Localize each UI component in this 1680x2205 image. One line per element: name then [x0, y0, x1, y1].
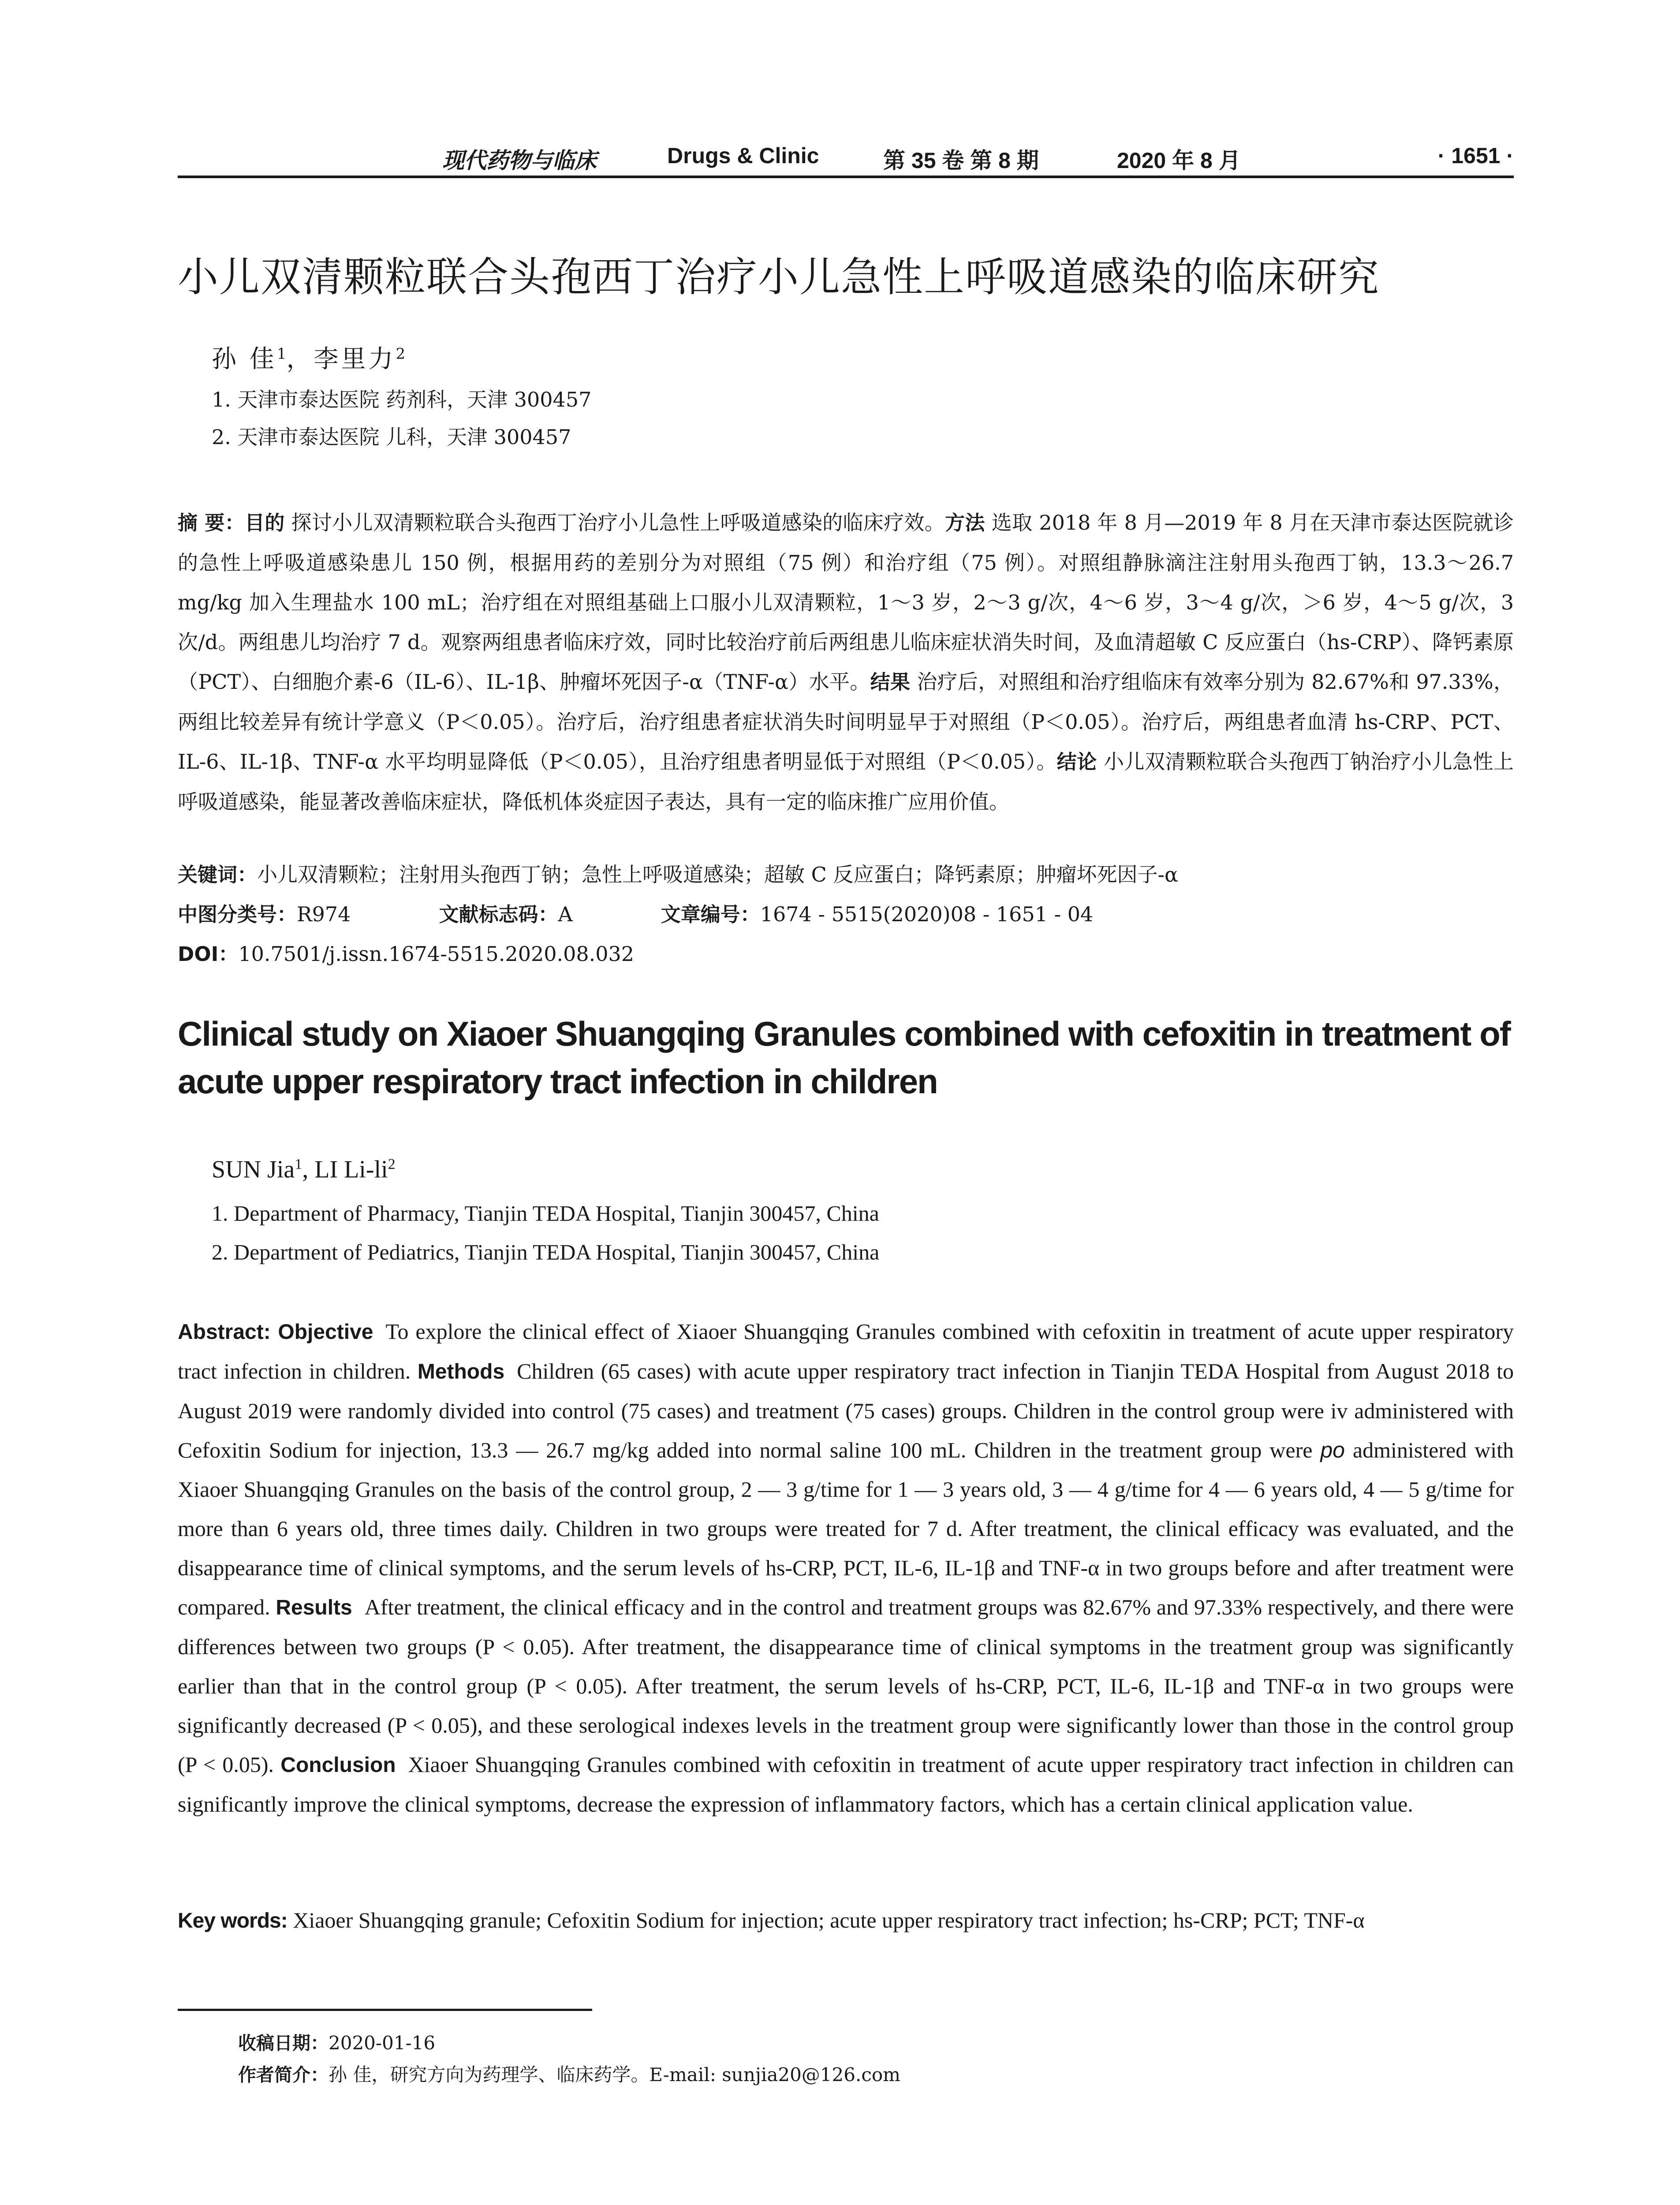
- authors-cn: [212, 340, 405, 375]
- article-number-value: 1674 - 5515(2020)08 - 1651 - 04: [760, 902, 1094, 926]
- footnote-rule: [178, 2009, 592, 2011]
- abstract-en: [178, 1312, 1514, 1824]
- article-title-en: Clinical study on Xiaoer Shuangqing Granules combined with cefoxitin in treatment of acute upper respiratory tract infection in children: [178, 1014, 1510, 1101]
- results-label: Results: [276, 1596, 352, 1619]
- keywords-text: 小儿双清颗粒；注射用头孢西丁钠；急性上呼吸道感染；超敏 C 反应蛋白；降钙素原；肿瘤坏死因子-α: [257, 863, 1179, 886]
- results-text: 治疗后，对照组和治疗组临床有效率分别为 82.67%和 97.33%，两组比较差异有统计学意义（P＜0.05）。治疗后，治疗组患者症状消失时间明显早于对照组（P＜0.05）。治疗后，两组患者血清 hs-CRP、PCT、IL-6、IL-1β、TNF-α 水平均明显降低（P＜0.05），且治疗组患者明显低于对照组（P＜0.05）。: [178, 670, 1514, 774]
- methods-text: 选取 2018 年 8 月—2019 年 8 月在天津市泰达医院就诊的急性上呼吸道感染患儿 150 例，根据用药的差别分为对照组（75 例）和治疗组（75 例）。对照组静脉滴注注射用头孢西丁钠，13.3～26.7 mg/kg 加入生理盐水 100 mL；治疗组在对照组基础上口服小儿双清颗粒，1～3 岁，2～3 g/次，4～6 岁，3～4 g/次，＞6 岁，4～5 g/次，3 次/d。两组患儿均治疗 7 d。观察两组患者临床疗效，同时比较治疗前后两组患儿临床症状消失时间，及血清超敏 C 反应蛋白（hs-CRP）、降钙素原（PCT）、白细胞介素-6（IL-6）、IL-1β、肿瘤坏死因子-α（TNF-α）水平。: [178, 511, 1514, 694]
- author-name: LI Li-li: [314, 1156, 388, 1183]
- clc-label: 中图分类号：: [178, 903, 297, 926]
- author-name: 李里力: [314, 345, 396, 374]
- author-separator: ,: [302, 1156, 315, 1183]
- objective-label: 目的: [244, 511, 285, 534]
- journal-name-cn: 现代药物与临床: [442, 147, 597, 173]
- conclusion-label: Conclusion: [280, 1753, 396, 1777]
- methods-text-continued: administered with Xiaoer Shuangqing Granules on the basis of the control group, 2 — 3 g/time for 1 — 3 years old, 3 — 4 g/time for 4 — 6 years old, 4 — 5 g/time for more than 6 years old, three times daily. Children in two groups were treated for 7 d. After treatment, the clinical efficacy was evaluated, and the disappearance time of clinical symptoms, and the serum levels of hs-CRP, PCT, IL-6, IL-1β and TNF-α in two groups before and after treatment were compared.: [178, 1438, 1514, 1619]
- doi-value: 10.7501/j.issn.1674-5515.2020.08.032: [238, 942, 635, 966]
- article-title-cn: 小儿双清颗粒联合头孢西丁治疗小儿急性上呼吸道感染的临床研究: [178, 254, 1380, 301]
- results-label: 结果: [870, 670, 911, 694]
- authors-en: [212, 1155, 396, 1184]
- article-number-label: 文章编号：: [661, 903, 760, 926]
- affiliation-cn: 2. 天津市泰达医院 儿科，天津 300457: [212, 425, 571, 449]
- clc-value: R974: [297, 902, 351, 926]
- author-name: 孙 佳: [212, 345, 277, 374]
- journal-name-en: Drugs & Clinic: [667, 143, 819, 168]
- keywords-label: Key words:: [178, 1909, 287, 1932]
- received-label: 收稿日期：: [238, 2033, 329, 2054]
- conclusion-text: 小儿双清颗粒联合头孢西丁钠治疗小儿急性上呼吸道感染，能显著改善临床症状，降低机体炎症因子表达，具有一定的临床推广应用价值。: [178, 750, 1514, 814]
- methods-label: Methods: [417, 1360, 505, 1383]
- objective-text: To explore the clinical effect of Xiaoer Shuangqing Granules combined with cefoxitin in treatment of acute upper respiratory tract infection in children.: [178, 1319, 1514, 1383]
- objective-label: Abstract: Objective: [178, 1320, 373, 1344]
- conclusion-label: 结论: [1057, 750, 1097, 774]
- methods-label: 方法: [945, 511, 985, 534]
- received-value: 2020-01-16: [329, 2032, 436, 2054]
- affiliation-marker: 2: [388, 1156, 396, 1173]
- keywords-text: Xiaoer Shuangqing granule; Cefoxitin Sodium for injection; acute upper respiratory tract infection; hs-CRP; PCT; TNF-α: [287, 1908, 1365, 1932]
- header-rule: [178, 176, 1514, 178]
- author-name: SUN Jia: [212, 1156, 295, 1183]
- issue-date: 2020 年 8 月: [1117, 148, 1241, 173]
- document-code-label: 文献标志码：: [439, 903, 558, 926]
- author-bio-label: 作者简介：: [238, 2064, 329, 2085]
- doi-label: DOI：: [178, 942, 239, 966]
- author-separator: ，: [286, 345, 314, 374]
- page-number: · 1651 ·: [1437, 143, 1514, 168]
- running-header: [178, 140, 1514, 176]
- author-bio-note: [238, 2060, 900, 2087]
- affiliation-marker: 1: [276, 345, 287, 363]
- volume-issue: 第 35 卷 第 8 期: [883, 148, 1039, 173]
- classification-line: [178, 898, 1093, 927]
- abstract-label: 摘 要：: [178, 511, 245, 534]
- doi-line: [178, 938, 634, 967]
- affiliation-en: 1. Department of Pharmacy, Tianjin TEDA Hospital, Tianjin 300457, China: [212, 1201, 879, 1226]
- affiliation-cn: 1. 天津市泰达医院 药剂科，天津 300457: [212, 388, 592, 411]
- affiliation-marker: 2: [396, 345, 406, 363]
- affiliation-marker: 1: [295, 1156, 302, 1173]
- route-po: po: [1320, 1438, 1345, 1462]
- results-text: After treatment, the clinical efficacy and in the control and treatment groups was 82.67% and 97.33% respectively, and there were differences between two groups (P < 0.05). After treatment, the disappearance time of clinical symptoms in the treatment group was significantly earlier than that in the control group (P < 0.05). After treatment, the serum levels of hs-CRP, PCT, IL-6, IL-1β and TNF-α in two groups were significantly decreased (P < 0.05), and these serological indexes levels in the treatment group were significantly lower than those in the control group (P < 0.05).: [178, 1595, 1514, 1777]
- abstract-cn: [178, 503, 1514, 822]
- keywords-label: 关键词：: [178, 863, 258, 886]
- keywords-en: [178, 1907, 1545, 1933]
- document-code-value: A: [558, 902, 573, 926]
- objective-text: 探讨小儿双清颗粒联合头孢西丁治疗小儿急性上呼吸道感染的临床疗效。: [284, 511, 945, 534]
- affiliation-en: 2. Department of Pediatrics, Tianjin TEDA Hospital, Tianjin 300457, China: [212, 1240, 880, 1264]
- methods-text: Children (65 cases) with acute upper respiratory tract infection in Tianjin TEDA Hospital from August 2018 to August 2019 were randomly divided into control (75 cases) and treatment (75 cases) groups. Children in the control group were iv administered with Cefoxitin Sodium for injection, 13.3 — 26.7 mg/kg added into normal saline 100 mL. Children in the treatment group were: [178, 1359, 1514, 1462]
- received-date-note: [238, 2029, 435, 2055]
- conclusion-text: Xiaoer Shuangqing Granules combined with cefoxitin in treatment of acute upper respiratory tract infection in children can significantly improve the clinical symptoms, decrease the expression of inflammatory factors, which has a certain clinical application value.: [178, 1752, 1514, 1816]
- author-bio-value: 孙 佳，研究方向为药理学、临床药学。E-mail: sunjia20@126.com: [329, 2064, 900, 2085]
- keywords-cn: [178, 859, 1178, 888]
